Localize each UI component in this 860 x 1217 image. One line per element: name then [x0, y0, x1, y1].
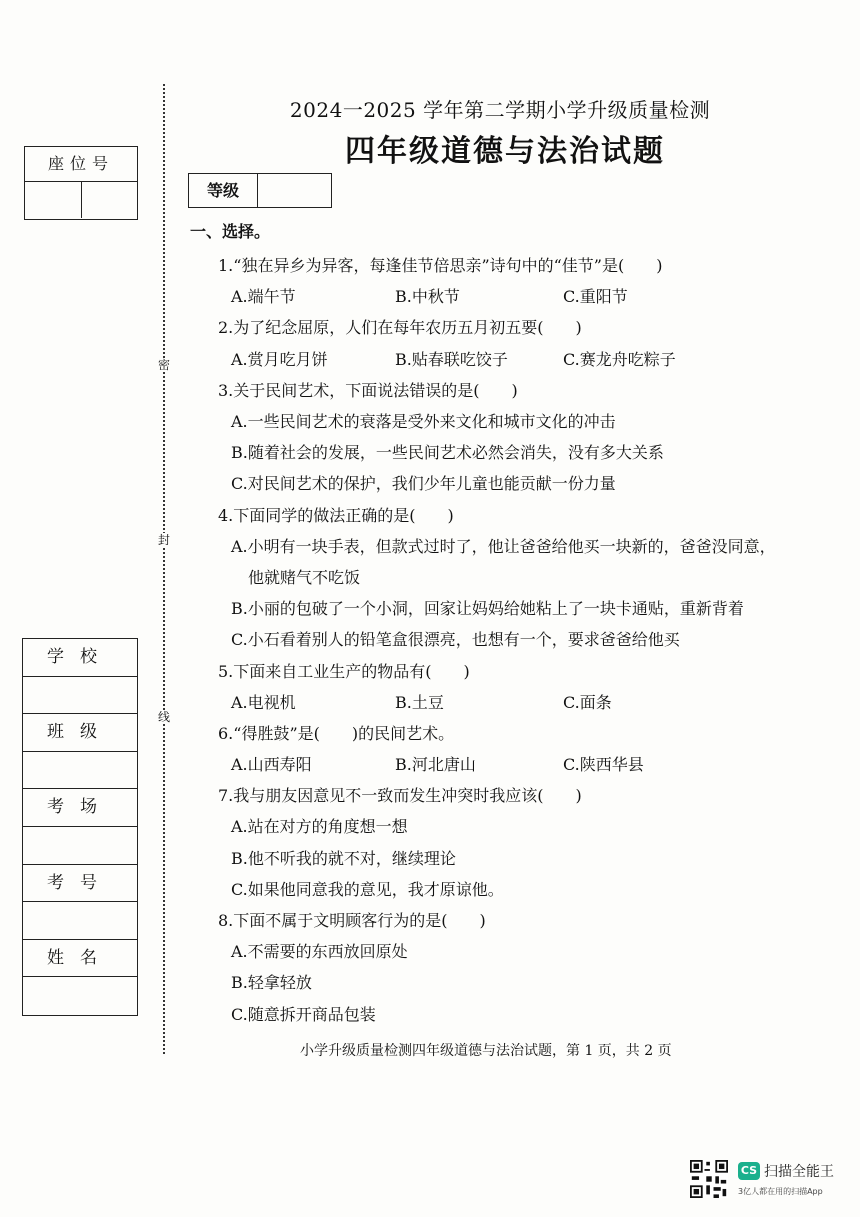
- option[interactable]: C.面条: [563, 692, 612, 712]
- option[interactable]: C.陕西华县: [563, 755, 644, 775]
- grade-label: 等级: [189, 174, 258, 207]
- option[interactable]: C.赛龙舟吃粽子: [563, 349, 676, 369]
- grade-field[interactable]: [258, 174, 331, 207]
- option[interactable]: A.端午节: [231, 287, 296, 307]
- question-list: [218, 250, 846, 1030]
- page-footer: 小学升级质量检测四年级道德与法治试题，第 1 页，共 2 页: [300, 1043, 672, 1059]
- option[interactable]: C.对民间艺术的保护，我们少年儿童也能贡献一份力量: [231, 474, 616, 494]
- option[interactable]: B.他不听我的就不对，继续理论: [231, 848, 456, 868]
- binding-mark-xian: 线: [157, 710, 170, 724]
- option[interactable]: C.小石看着别人的铅笔盒很漂亮，也想有一个，要求爸爸给他买: [231, 630, 680, 650]
- page-title: 四年级道德与法治试题: [345, 134, 665, 169]
- seat-number-cell[interactable]: [81, 182, 138, 218]
- section-title: 一、选择。: [190, 222, 271, 241]
- exam-room-label: 考场: [23, 789, 137, 827]
- option[interactable]: C.如果他同意我的意见，我才原谅他。: [231, 879, 504, 899]
- option-line-continued: 他就赌气不吃饭: [248, 567, 361, 587]
- class-label: 班级: [23, 714, 137, 752]
- name-label: 姓名: [23, 940, 137, 978]
- option[interactable]: A.不需要的东西放回原处: [231, 942, 408, 962]
- school-label: 学校: [23, 639, 137, 677]
- option[interactable]: A.山西寿阳: [231, 755, 312, 775]
- option-row: [218, 344, 846, 375]
- name-field[interactable]: [23, 977, 137, 1015]
- student-info-box: [22, 638, 138, 1016]
- option-row: [218, 281, 846, 312]
- camscanner-name: 扫描全能王: [764, 1164, 834, 1180]
- option[interactable]: B.河北唐山: [395, 755, 476, 775]
- class-field[interactable]: [23, 752, 137, 790]
- option[interactable]: B.土豆: [395, 692, 444, 712]
- question-stem: 4.下面同学的做法正确的是( ): [218, 505, 454, 525]
- option[interactable]: A.站在对方的角度想一想: [231, 817, 408, 837]
- question-stem: 2.为了纪念屈原，人们在每年农历五月初五要( ): [218, 318, 582, 338]
- question-stem: 7.我与朋友因意见不一致而发生冲突时我应该( ): [218, 786, 582, 806]
- binding-dotted-line: [163, 84, 165, 1054]
- option[interactable]: A.赏月吃月饼: [231, 349, 328, 369]
- option[interactable]: B.小丽的包破了一个小洞，回家让妈妈给她粘上了一块卡通贴，重新背着: [231, 599, 744, 619]
- option-row: [218, 749, 846, 780]
- option[interactable]: B.中秋节: [395, 287, 460, 307]
- question-stem: 5.下面来自工业生产的物品有( ): [218, 661, 470, 681]
- exam-name: 2024一2025 学年第二学期小学升级质量检测: [289, 98, 711, 122]
- option[interactable]: B.贴春联吃饺子: [395, 349, 508, 369]
- seat-number-box: [24, 146, 138, 220]
- camscanner-logo: CS: [738, 1162, 760, 1180]
- option[interactable]: [218, 531, 846, 593]
- exam-number-field[interactable]: [23, 902, 137, 940]
- option[interactable]: A.一些民间艺术的衰落是受外来文化和城市文化的冲击: [231, 411, 616, 431]
- option[interactable]: B.随着社会的发展，一些民间艺术必然会消失，没有多大关系: [231, 443, 664, 463]
- option[interactable]: C.随意拆开商品包装: [231, 1004, 376, 1024]
- exam-room-field[interactable]: [23, 827, 137, 865]
- binding-mark-mi: 密: [157, 358, 170, 372]
- question-stem: 8.下面不属于文明顾客行为的是( ): [218, 911, 486, 931]
- question-stem: 3.关于民间艺术，下面说法错误的是( ): [218, 380, 518, 400]
- school-field[interactable]: [23, 677, 137, 715]
- option[interactable]: A.电视机: [231, 692, 296, 712]
- exam-number-label: 考号: [23, 865, 137, 903]
- option-row: [218, 687, 846, 718]
- option[interactable]: C.重阳节: [563, 287, 628, 307]
- seat-number-label: 座位号: [25, 147, 137, 182]
- option-line: A.小明有一块手表，但款式过时了，他让爸爸给他买一块新的，爸爸没同意，: [231, 536, 776, 556]
- camscanner-tagline: 3亿人都在用的扫描App: [738, 1187, 823, 1196]
- qr-code-icon: [690, 1160, 728, 1198]
- question-stem: 6.“得胜鼓”是( )的民间艺术。: [218, 723, 455, 743]
- grade-box: [188, 173, 332, 208]
- option[interactable]: B.轻拿轻放: [231, 973, 312, 993]
- question-stem: 1.“独在异乡为异客，每逢佳节倍思亲”诗句中的“佳节”是( ): [218, 256, 663, 275]
- seat-number-cell[interactable]: [25, 182, 81, 218]
- binding-mark-feng: 封: [157, 533, 170, 547]
